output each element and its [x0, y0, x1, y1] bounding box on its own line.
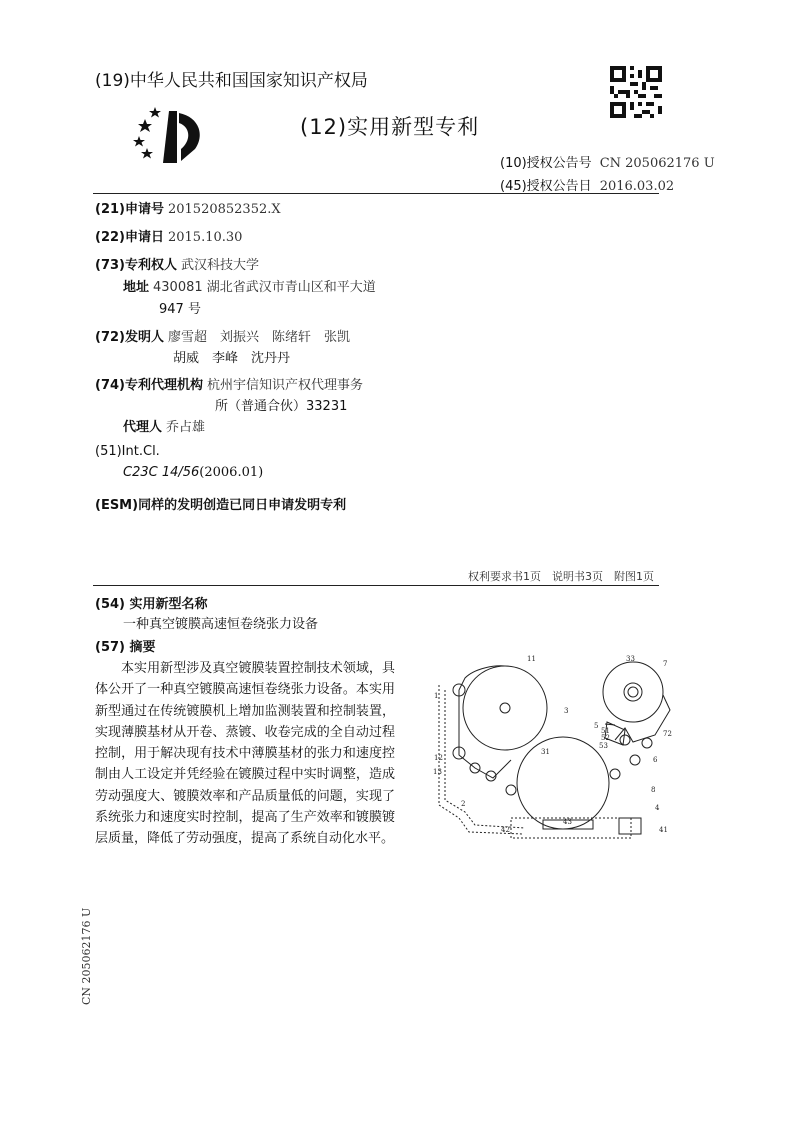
svg-text:42: 42 [501, 826, 510, 834]
svg-text:41: 41 [659, 826, 668, 834]
publication-date: 2016.03.02 [599, 179, 675, 194]
svg-text:31: 31 [541, 748, 550, 756]
address-line2: 947 号 [159, 302, 201, 317]
abstract-section-label: (57) 摘要 [95, 640, 156, 655]
utility-model-title: 一种真空镀膜高速恒卷绕张力设备 [123, 617, 319, 632]
svg-text:2: 2 [461, 800, 466, 808]
publication-number: CN 205062176 U [599, 156, 715, 171]
application-number-row: (21)申请号 201520852352.X [95, 202, 281, 217]
svg-text:72: 72 [663, 730, 672, 738]
svg-text:33: 33 [626, 655, 635, 663]
svg-text:4: 4 [655, 804, 660, 812]
application-date: 2015.10.30 [167, 230, 243, 245]
ipc-version: (2006.01) [199, 465, 264, 480]
document-type-title: (12)实用新型专利 [300, 115, 480, 139]
page-counts: 权利要求书1页 说明书3页 附图1页 [468, 570, 654, 583]
qr-code-icon [610, 66, 662, 118]
ipc-label: (51)Int.Cl. [95, 444, 160, 459]
esm-note: (ESM)同样的发明创造已同日申请发明专利 [95, 498, 347, 513]
agency-line1: 杭州宇信知识产权代理事务 [206, 378, 363, 393]
address-line1: 430081 湖北省武汉市青山区和平大道 [153, 280, 376, 295]
ipc-code: C23C 14/56 [123, 465, 200, 480]
svg-text:5: 5 [594, 722, 599, 730]
agency-row: (74)专利代理机构 杭州宇信知识产权代理事务 [95, 378, 363, 393]
svg-text:3: 3 [564, 707, 569, 715]
agent-row: 代理人 乔占雄 [123, 420, 206, 435]
publication-date-row [500, 175, 674, 194]
svg-text:7: 7 [663, 660, 668, 668]
abstract-text: 本实用新型涉及真空镀膜装置控制技术领域，具体公开了一种真空镀膜高速恒卷绕张力设备。本实用新型通过在传统镀膜机上增加监测装置和控制装置，实现薄膜基材从开卷、蒸镀、收卷完成的全自动过程控制，用于解决现有技术中薄膜基材的张力和速度控制由人工设定并凭经验在镀膜过程中实时调整，造成劳动强度大、镀膜效率和产品质量低的问题，实现了系统张力和速度实时控制，提高了生产效率和镀膜镀层质量，降低了劳动强度，提高了系统自动化水平。 [95, 661, 395, 847]
svg-text:12: 12 [434, 754, 443, 762]
biblio-divider [93, 585, 659, 586]
svg-text:8: 8 [651, 786, 656, 794]
agency-line2: 所（普通合伙）33231 [215, 399, 348, 414]
side-publication-code: CN 205062176 U [80, 907, 93, 1005]
inventors-line1: 廖雪超 刘振兴 陈绪轩 张凯 [167, 330, 350, 345]
inventors-line2: 胡威 李峰 沈丹丹 [173, 351, 291, 366]
publication-number-label: (10)授权公告号 [500, 156, 592, 171]
issuing-office: (19)中华人民共和国国家知识产权局 [95, 71, 368, 91]
svg-text:1: 1 [434, 692, 439, 700]
publication-date-label: (45)授权公告日 [500, 179, 592, 194]
publication-number-row [500, 152, 715, 171]
svg-text:52: 52 [601, 734, 610, 742]
svg-text:13: 13 [433, 768, 442, 776]
svg-text:51: 51 [601, 727, 610, 735]
title-section-label: (54) 实用新型名称 [95, 597, 208, 612]
svg-text:53: 53 [599, 742, 608, 750]
svg-text:6: 6 [653, 756, 658, 764]
patentee-row: (73)专利权人 武汉科技大学 [95, 258, 259, 273]
ipc-row [123, 465, 263, 480]
sipo-logo-icon [133, 103, 211, 165]
abstract-drawing [415, 650, 675, 850]
application-date-row: (22)申请日 2015.10.30 [95, 230, 243, 245]
address-row: 地址 430081 湖北省武汉市青山区和平大道 [123, 280, 376, 295]
agent: 乔占雄 [166, 420, 206, 435]
svg-text:11: 11 [527, 655, 536, 663]
svg-text:43: 43 [563, 818, 572, 826]
inventors-row: (72)发明人 廖雪超 刘振兴 陈绪轩 张凯 [95, 330, 350, 345]
application-number: 201520852352.X [167, 202, 281, 217]
header-divider [93, 193, 659, 194]
patentee: 武汉科技大学 [180, 258, 259, 273]
